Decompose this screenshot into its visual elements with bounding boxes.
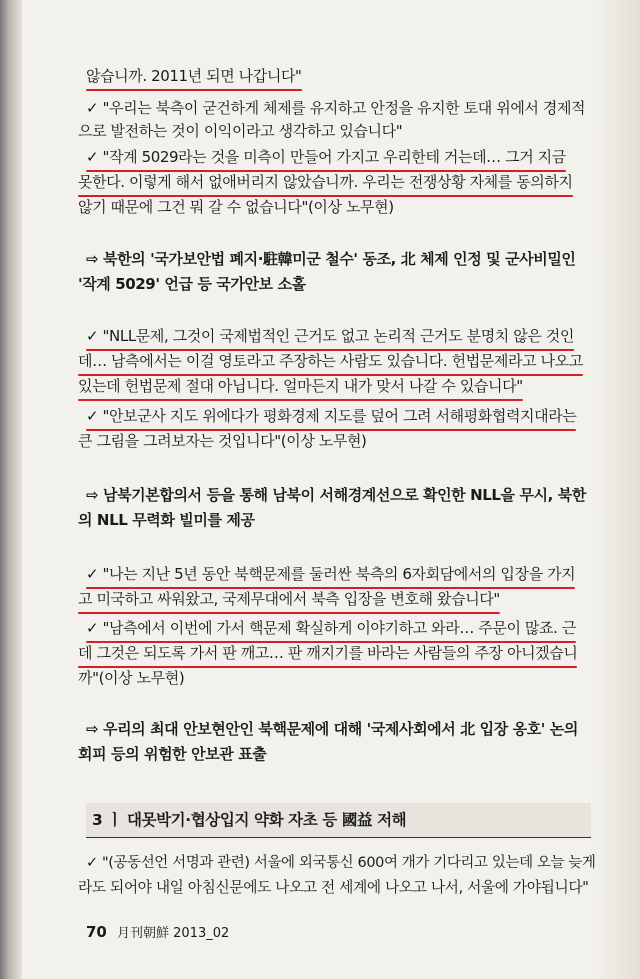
summary-line: 의 NLL 무력화 빌미를 제공 [78,511,255,529]
quote-line: ✓ "(공동선언 서명과 관련) 서울에 외국통신 600여 개가 기다리고 있는데 오늘 늦게 [86,855,596,871]
quote-line: 않습니까. 2011년 되면 나갑니다" [86,67,302,85]
summary-line: '작계 5029' 언급 등 국가안보 소홀 [78,275,306,293]
quote-line: 라도 되어야 내일 아침신문에도 나오고 전 세계에 나오고 나서, 서울에 가야됩니다" [78,879,589,896]
quote-line: ✓ "우리는 북측이 굳건하게 체제를 유지하고 안정을 유지한 토대 위에서 경제적 [86,99,586,117]
quote-line: ✓ "작계 5029라는 것을 미측이 만들어 가지고 우리한테 거는데… 그거 지금 [86,148,566,166]
quote-line: ✓ "남측에서 이번에 가서 핵문제 확실하게 이야기하고 와라… 주문이 많죠. 근 [86,619,576,637]
section-heading [86,803,591,837]
quote-line: ✓ "나는 지난 5년 동안 북핵문제를 둘러싼 북측의 6자회담에서의 입장을 가지 [86,565,576,583]
quote-line: 으로 발전하는 것이 이익이라고 생각하고 있습니다" [78,122,403,140]
quote-line: 않기 때문에 그건 뭐 갈 수 없습니다"(이상 노무현) [78,198,394,216]
publication-name: 月刊朝鮮 2013_02 [117,926,230,941]
section-title: 3 ㅣ 대못박기·협상입지 약화 자초 등 國益 저해 [92,811,407,829]
page-edge [594,0,640,979]
quote-line: ✓ "NLL문제, 그것이 국제법적인 근거도 없고 논리적 근거도 분명치 않은 것인 [86,327,574,345]
quote-line: 데… 남측에서는 이걸 영토라고 주장하는 사람도 있습니다. 헌법문제라고 나오고 [78,352,583,370]
quote-line: 있는데 헌법문제 절대 아닙니다. 얼마든지 내가 맞서 나갈 수 있습니다" [78,377,523,395]
book-spine-shadow [0,0,22,979]
summary-line: 회피 등의 위험한 안보관 표출 [78,745,267,763]
quote-line: ✓ "안보군사 지도 위에다가 평화경제 지도를 덮어 그려 서해평화협력지대라는 [86,407,577,425]
summary-line: ⇨ 북한의 '국가보안법 폐지·駐韓미군 철수' 동조, 北 체제 인정 및 군사비밀인 [86,250,576,268]
quote-line: 못한다. 이렇게 해서 없애버리지 않았습니까. 우리는 전쟁상황 자체를 동의하지 [78,173,573,191]
quote-line: 까"(이상 노무현) [78,669,185,687]
quote-line: 고 미국하고 싸워왔고, 국제무대에서 북측 입장을 변호해 왔습니다" [78,590,500,608]
quote-line: 큰 그림을 그려보자는 것입니다"(이상 노무현) [78,432,367,450]
section-divider-bottom [86,837,591,838]
page-number: 70 [86,923,107,941]
page-footer [86,922,229,941]
summary-line: ⇨ 우리의 최대 안보현안인 북핵문제에 대해 '국제사회에서 北 입장 옹호' 논의 [86,720,578,738]
quote-line: 데 그것은 되도록 가서 판 깨고… 판 깨지기를 바라는 사람들의 주장 아니겠습니 [78,644,578,662]
summary-line: ⇨ 남북기본합의서 등을 통해 남북이 서해경계선으로 확인한 NLL을 무시, 북한 [86,486,586,504]
